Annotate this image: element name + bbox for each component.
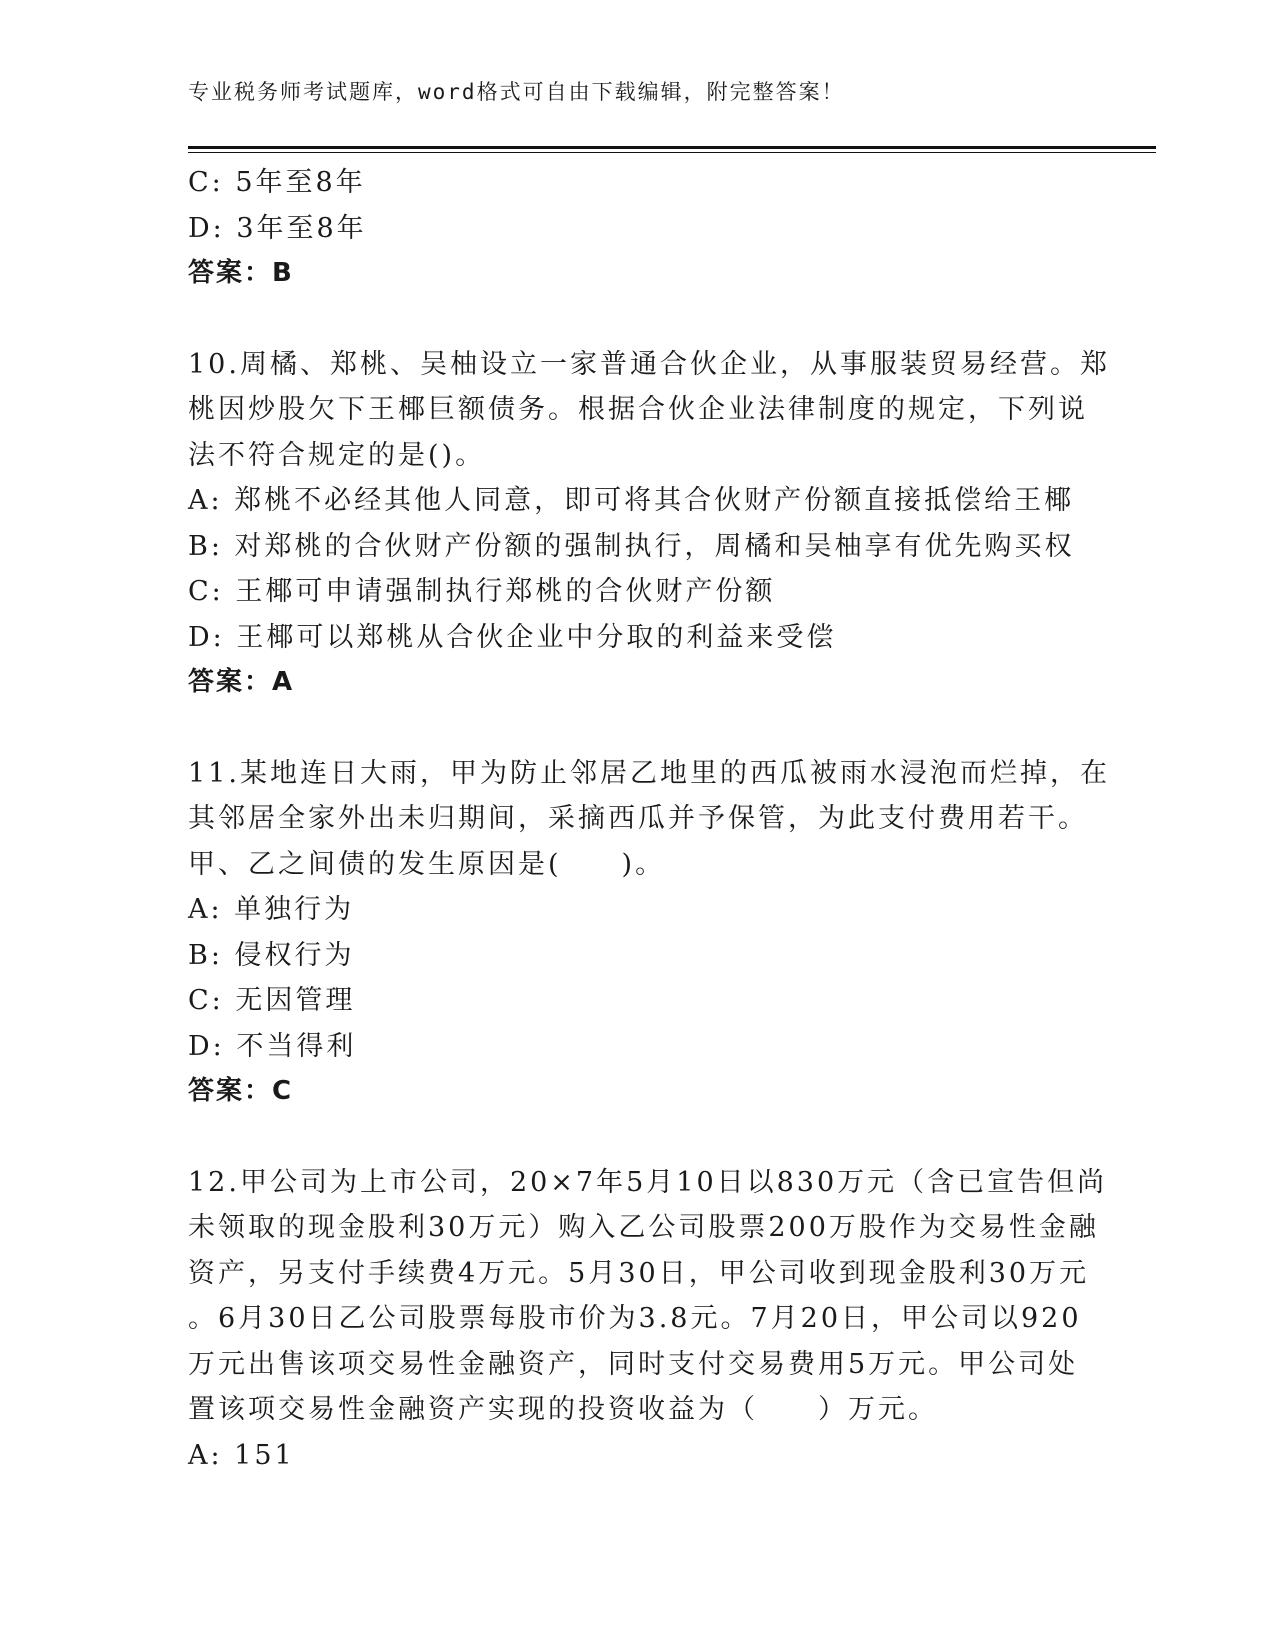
option-line: A: 单独行为 bbox=[188, 894, 355, 925]
option-line: A: 郑桃不必经其他人同意，即可将其合伙财产份额直接抵偿给王椰 bbox=[188, 485, 1075, 516]
question-line: 10.周橘、郑桃、吴柚设立一家普通合伙企业，从事服装贸易经营。郑 bbox=[188, 348, 1110, 380]
question-line: 。6月30日乙公司股票每股市价为3.8元。7月20日，甲公司以920 bbox=[188, 1303, 1082, 1334]
answer-line: 答案：B bbox=[188, 258, 294, 288]
header-rule-thin bbox=[188, 152, 1156, 153]
question-line: 置该项交易性金融资产实现的投资收益为（ ）万元。 bbox=[188, 1394, 938, 1425]
option-line: C: 王椰可申请强制执行郑桃的合伙财产份额 bbox=[188, 576, 776, 607]
answer-line: 答案：C bbox=[188, 1076, 294, 1106]
question-line: 万元出售该项交易性金融资产，同时支付交易费用5万元。甲公司处 bbox=[188, 1348, 1079, 1380]
question-line: 甲、乙之间债的发生原因是( )。 bbox=[188, 848, 666, 880]
question-line: 其邻居全家外出未归期间，采摘西瓜并予保管，为此支付费用若干。 bbox=[188, 803, 1088, 834]
question-line: 未领取的现金股利30万元）购入乙公司股票200万股作为交易性金融 bbox=[188, 1212, 1099, 1243]
question-line: 11.某地连日大雨，甲为防止邻居乙地里的西瓜被雨水浸泡而烂掉，在 bbox=[188, 757, 1110, 789]
option-line: B: 对郑桃的合伙财产份额的强制执行，周橘和吴柚享有优先购买权 bbox=[188, 530, 1075, 562]
question-11-stem bbox=[188, 751, 1110, 888]
question-content bbox=[188, 160, 1110, 1478]
header-rule-thick bbox=[188, 146, 1156, 149]
answer-line: 答案：A bbox=[188, 667, 295, 697]
spacer bbox=[188, 706, 1098, 751]
question-12-stem bbox=[188, 1160, 1108, 1433]
option-line: D: 3年至8年 bbox=[188, 212, 367, 244]
option-line: D: 王椰可以郑桃从合伙企业中分取的利益来受偿 bbox=[188, 621, 837, 653]
question-line: 12.甲公司为上市公司，20×7年5月10日以830万元（含已宣告但尚 bbox=[188, 1166, 1108, 1198]
question-line: 法不符合规定的是()。 bbox=[188, 439, 486, 471]
question-10-stem bbox=[188, 342, 1110, 479]
option-line: C: 5年至8年 bbox=[188, 167, 366, 198]
option-line: C: 无因管理 bbox=[188, 985, 356, 1016]
spacer bbox=[188, 1115, 1098, 1160]
option-line: B: 侵权行为 bbox=[188, 939, 355, 971]
page-header: 专业税务师考试题库，word格式可自由下载编辑，附完整答案！ bbox=[188, 80, 845, 104]
question-line: 桃因炒股欠下王椰巨额债务。根据合伙企业法律制度的规定，下列说 bbox=[188, 394, 1088, 425]
spacer bbox=[188, 297, 1098, 342]
option-line: D: 不当得利 bbox=[188, 1030, 357, 1062]
question-line: 资产，另支付手续费4万元。5月30日，甲公司收到现金股利30万元 bbox=[188, 1257, 1090, 1289]
option-line: A: 151 bbox=[188, 1439, 295, 1471]
